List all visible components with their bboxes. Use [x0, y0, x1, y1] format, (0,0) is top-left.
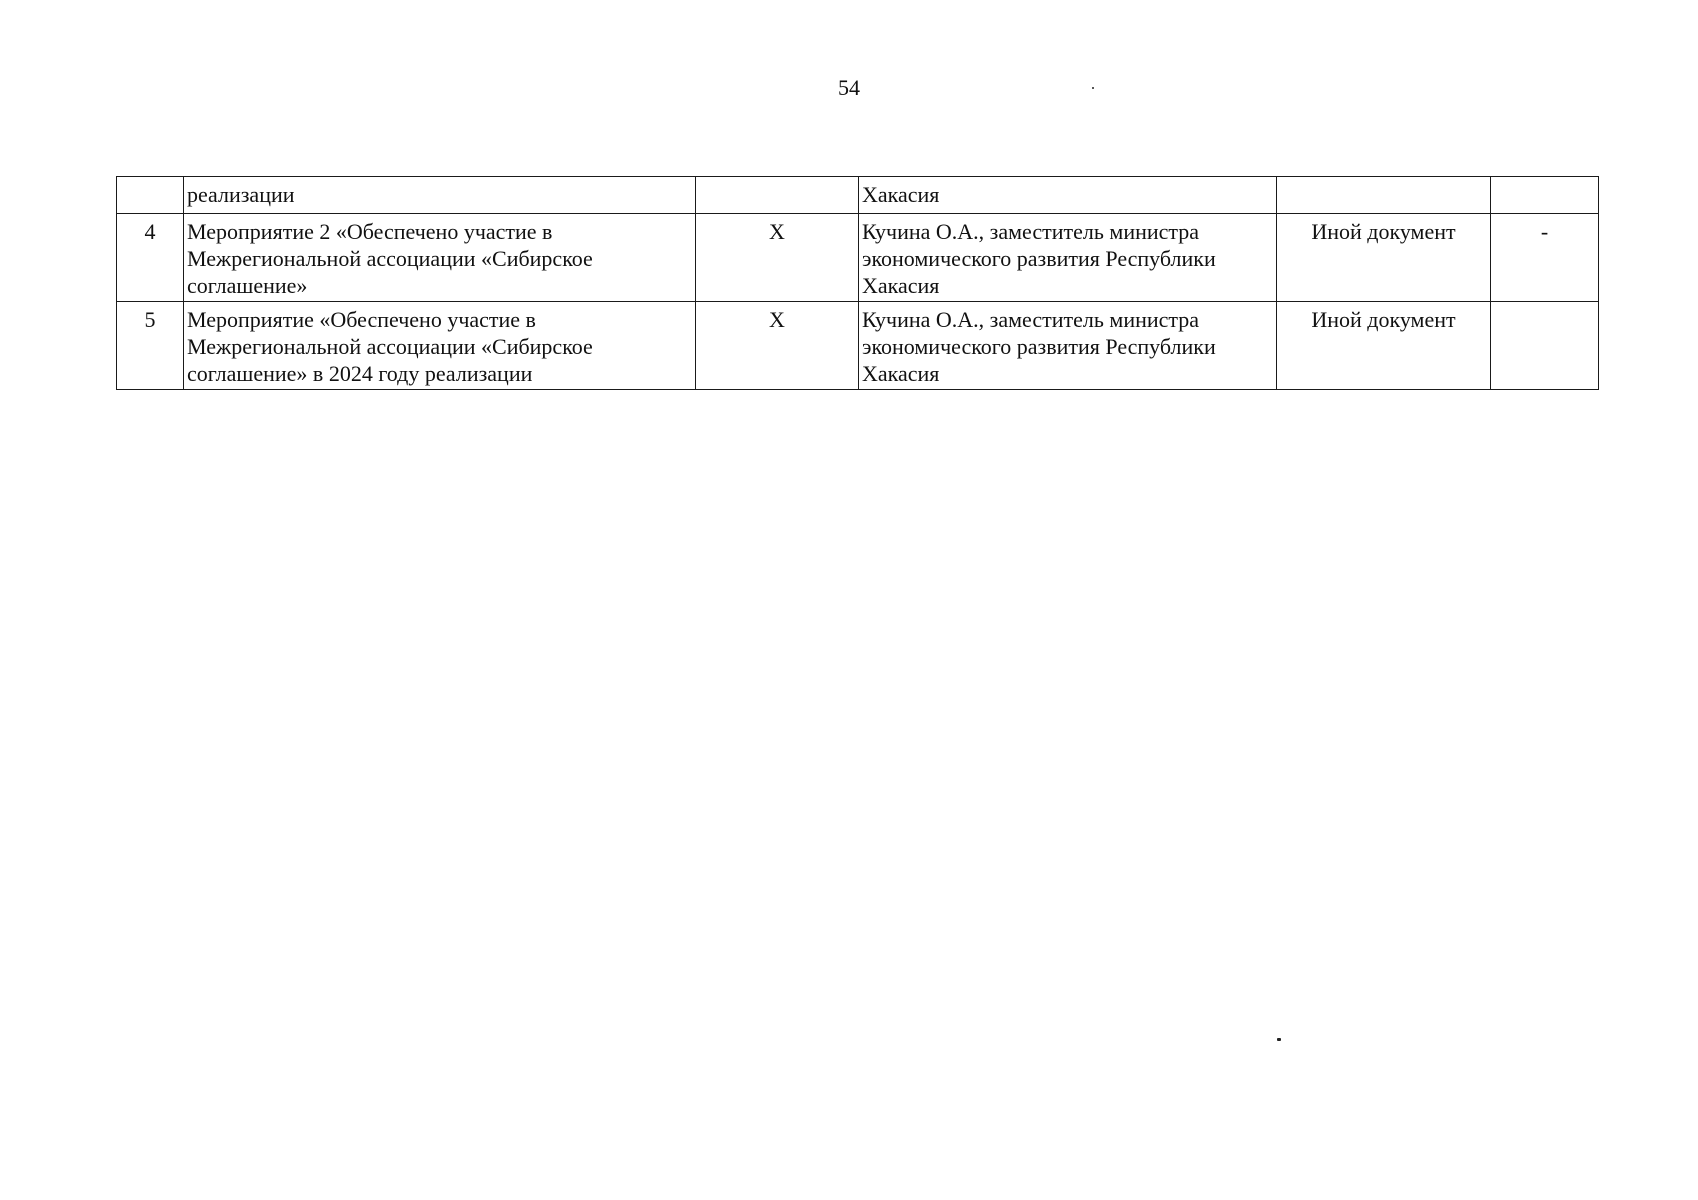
cell-responsible: Кучина О.А., заместитель министра экономического развития Республики Хакасия [859, 214, 1277, 302]
cell-mark [696, 177, 859, 214]
cell-mark: Х [696, 302, 859, 390]
cell-number [117, 177, 184, 214]
cell-number: 4 [117, 214, 184, 302]
cell-responsible: Кучина О.А., заместитель министра экономического развития Республики Хакасия [859, 302, 1277, 390]
measures-table [116, 176, 1599, 390]
cell-responsible: Хакасия [859, 177, 1277, 214]
cell-extra [1491, 302, 1599, 390]
cell-number: 5 [117, 302, 184, 390]
cell-document-type: Иной документ [1277, 302, 1491, 390]
cell-measure-name: Мероприятие «Обеспечено участие в Межрегиональной ассоциации «Сибирское соглашение» в 2024 году реализации [184, 302, 696, 390]
table-row [117, 302, 1599, 390]
table-row [117, 214, 1599, 302]
table-row-continued [117, 177, 1599, 214]
cell-mark: Х [696, 214, 859, 302]
page-number: 54 [838, 75, 860, 100]
cell-document-type [1277, 177, 1491, 214]
cell-extra: - [1491, 214, 1599, 302]
cell-measure-name: реализации [184, 177, 696, 214]
cell-measure-name: Мероприятие 2 «Обеспечено участие в Межрегиональной ассоциации «Сибирское соглашение» [184, 214, 696, 302]
cell-extra [1491, 177, 1599, 214]
scan-speck [1277, 1038, 1281, 1041]
cell-document-type: Иной документ [1277, 214, 1491, 302]
scan-speck [1092, 87, 1094, 89]
